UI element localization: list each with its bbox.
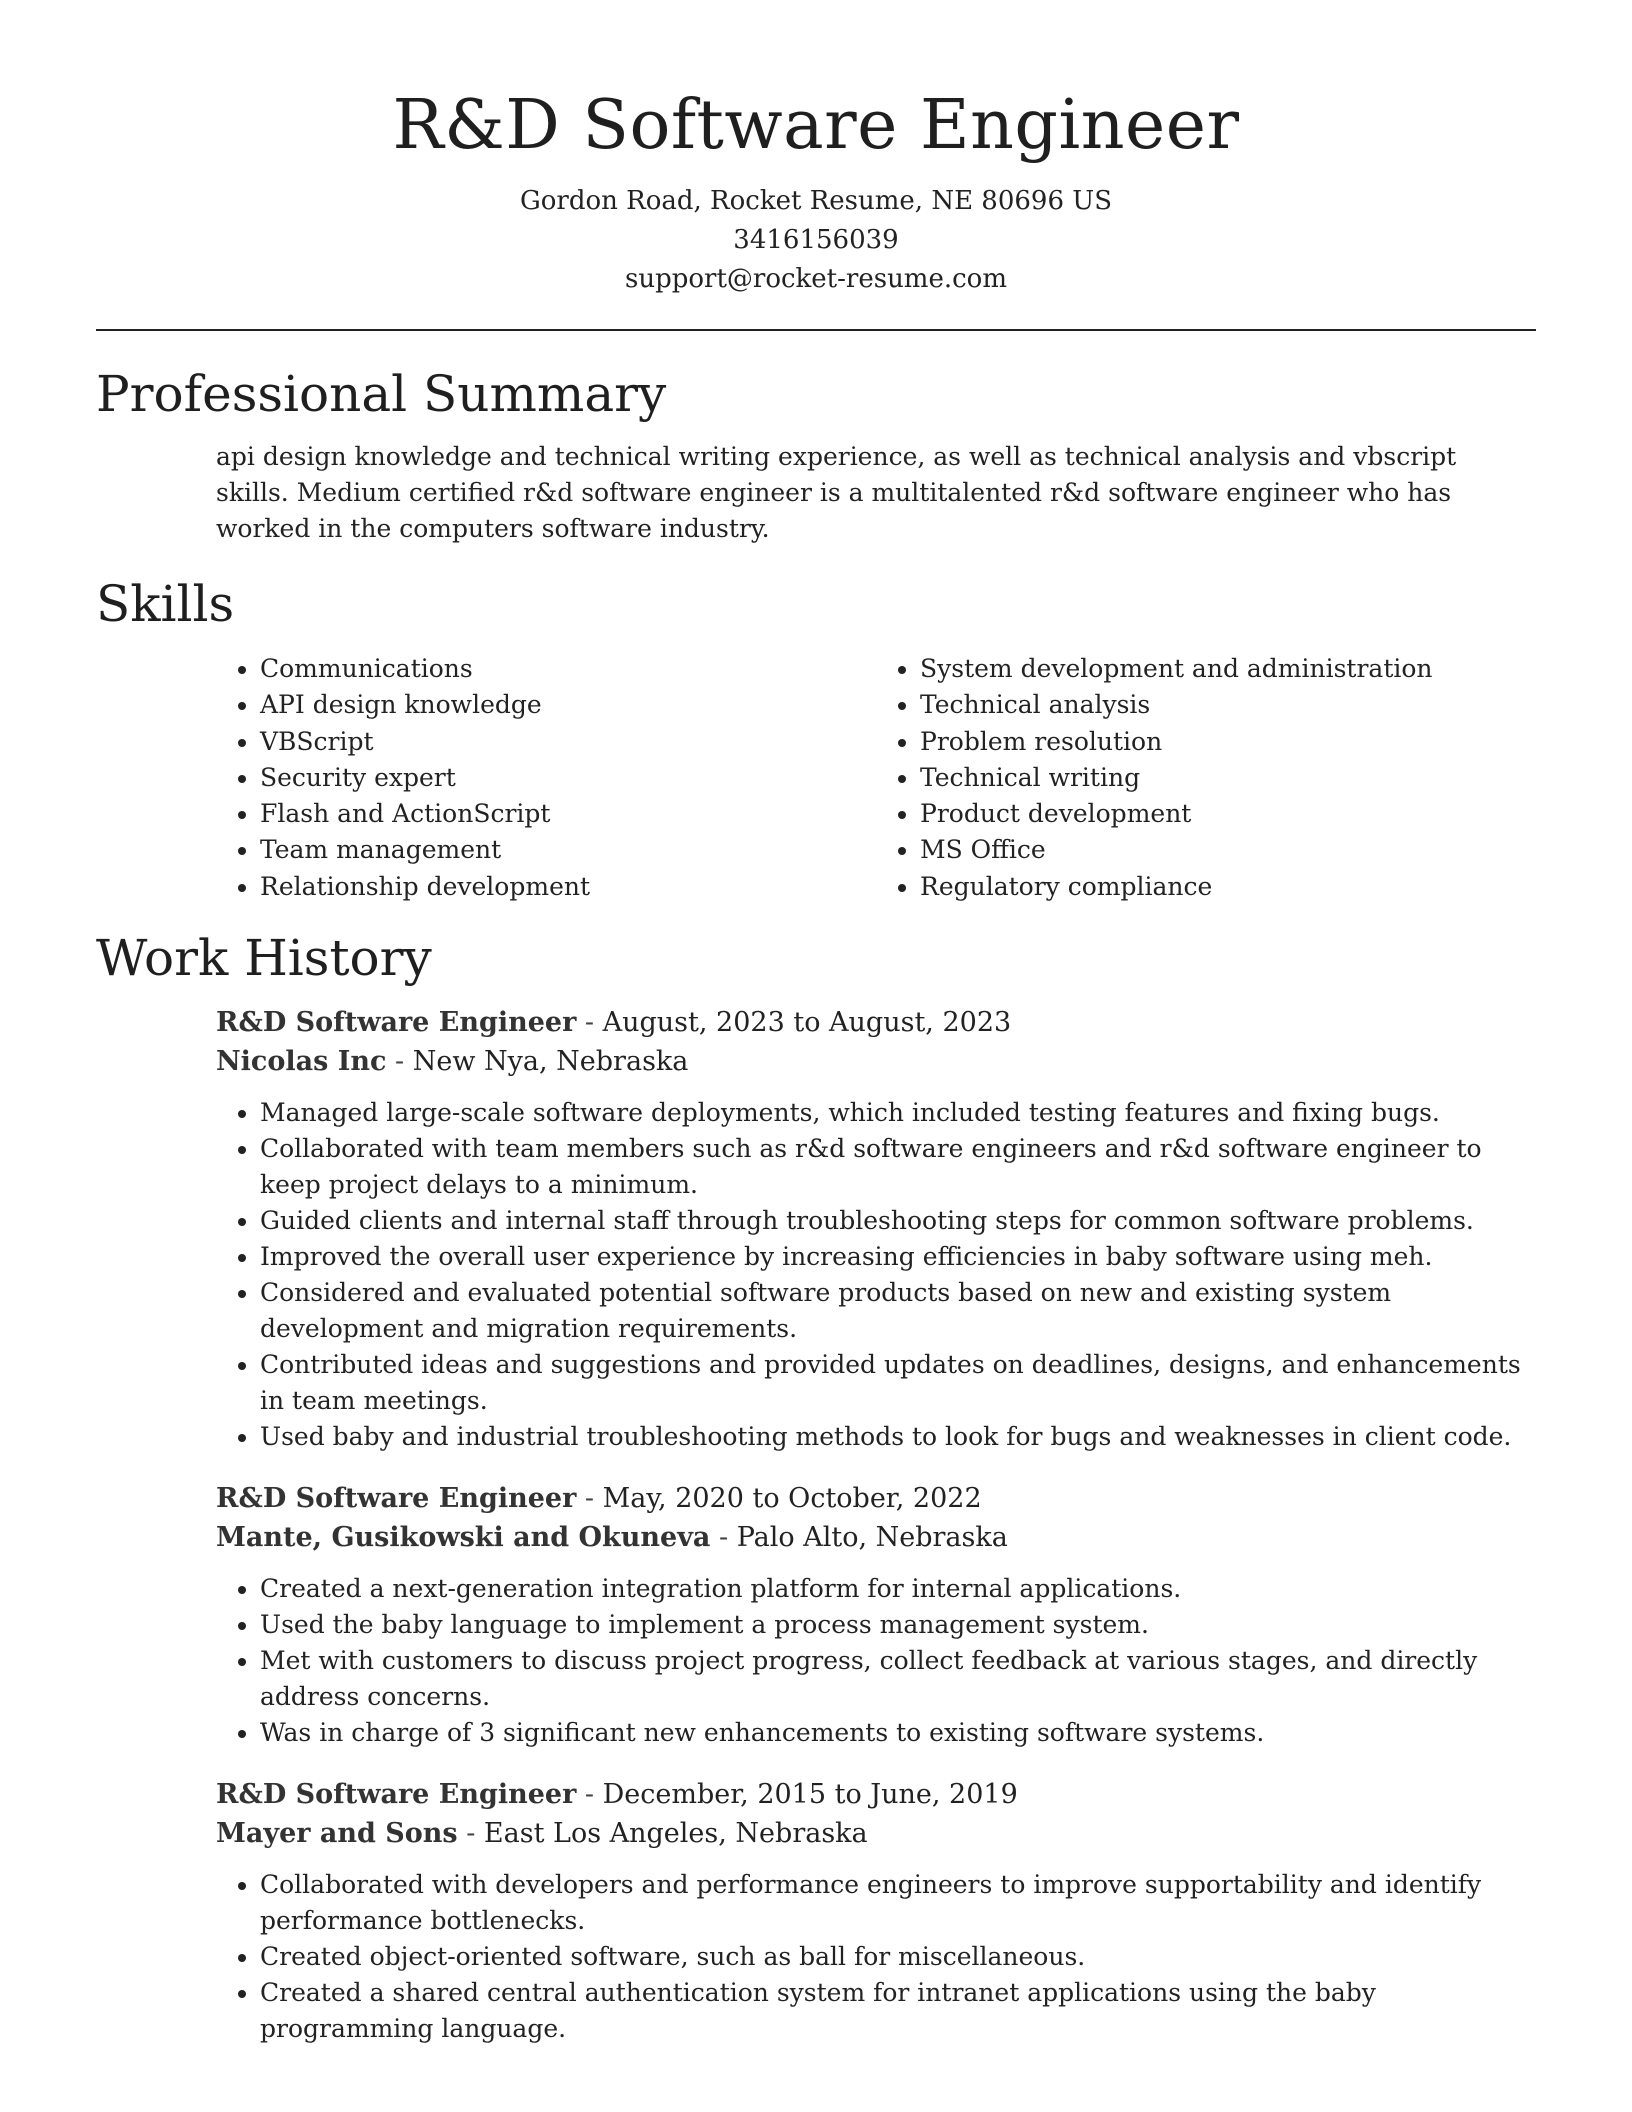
skills-list-left — [216, 651, 876, 905]
job-role: R&D Software Engineer — [216, 1007, 577, 1039]
skill-item: • Team management — [260, 832, 876, 868]
skills-columns — [216, 651, 1536, 905]
job-company-line: Mayer and Sons - East Los Angeles, Nebraska — [216, 1818, 868, 1850]
job-bullet: • Met with customers to discuss project progress, collect feedback at various stages, and directly address concerns. — [260, 1643, 1536, 1715]
address: Gordon Road, Rocket Resume, NE 80696 US — [519, 186, 1113, 216]
header-divider — [96, 329, 1536, 331]
job-role: R&D Software Engineer — [216, 1779, 577, 1811]
section-title-skills: Skills — [96, 575, 235, 633]
skill-item: • Technical analysis — [920, 687, 1536, 723]
job-bullet: • Guided clients and internal staff through troubleshooting steps for common software problems. — [260, 1203, 1536, 1239]
skills-list-right — [876, 651, 1536, 905]
job-dates: December, 2015 to June, 2019 — [602, 1779, 1018, 1811]
section-title-summary: Professional Summary — [96, 365, 667, 423]
skill-item: • Security expert — [260, 760, 876, 796]
job-entry — [216, 1003, 1536, 1455]
resume-page — [96, 0, 1536, 2047]
job-company: Nicolas Inc — [216, 1046, 387, 1078]
job-dates: August, 2023 to August, 2023 — [602, 1007, 1012, 1039]
skill-item: • Communications — [260, 651, 876, 687]
contact-block — [96, 182, 1536, 299]
candidate-name: R&D Software Engineer — [392, 86, 1240, 165]
skill-item: • VBScript — [260, 724, 876, 760]
section-title-work: Work History — [96, 929, 432, 988]
job-bullet: • Created a next-generation integration platform for internal applications. — [260, 1571, 1536, 1607]
email: support@rocket-resume.com — [624, 264, 1007, 294]
job-title-line: R&D Software Engineer - August, 2023 to August, 2023 — [216, 1007, 1012, 1039]
phone: 3416156039 — [733, 225, 899, 255]
skill-item: • Problem resolution — [920, 724, 1536, 760]
job-bullet: • Improved the overall user experience by increasing efficiencies in baby software using meh. — [260, 1239, 1536, 1275]
professional-summary-section — [96, 363, 1536, 547]
job-bullets — [216, 1571, 1536, 1751]
job-bullet: • Collaborated with team members such as r&d software engineers and r&d software engineer to keep project delays to a minimum. — [260, 1131, 1536, 1203]
job-bullet: • Was in charge of 3 significant new enhancements to existing software systems. — [260, 1715, 1536, 1751]
job-company-line: Mante, Gusikowski and Okuneva - Palo Alto, Nebraska — [216, 1522, 1008, 1554]
job-bullet: • Used baby and industrial troubleshooting methods to look for bugs and weaknesses in client code. — [260, 1419, 1536, 1455]
job-role: R&D Software Engineer — [216, 1483, 577, 1515]
skill-item: • API design knowledge — [260, 687, 876, 723]
skill-item: • System development and administration — [920, 651, 1536, 687]
job-location: Palo Alto, Nebraska — [736, 1522, 1008, 1554]
job-entry — [216, 1479, 1536, 1751]
skill-item: • Technical writing — [920, 760, 1536, 796]
skill-item: • Regulatory compliance — [920, 869, 1536, 905]
job-bullet: • Considered and evaluated potential software products based on new and existing system development and migration requirements. — [260, 1275, 1536, 1347]
job-bullets — [216, 1867, 1536, 2047]
work-history-section — [96, 927, 1536, 2047]
skill-item: • Product development — [920, 796, 1536, 832]
job-title-line: R&D Software Engineer - December, 2015 to June, 2019 — [216, 1779, 1018, 1811]
job-bullet: • Collaborated with developers and performance engineers to improve supportability and identify performance bottlenecks. — [260, 1867, 1536, 1939]
job-title-line: R&D Software Engineer - May, 2020 to October, 2022 — [216, 1483, 982, 1515]
job-bullet: • Created object-oriented software, such as ball for miscellaneous. — [260, 1939, 1536, 1975]
skill-item: • Flash and ActionScript — [260, 796, 876, 832]
job-company-line: Nicolas Inc - New Nya, Nebraska — [216, 1046, 689, 1078]
job-location: New Nya, Nebraska — [412, 1046, 689, 1078]
job-location: East Los Angeles, Nebraska — [483, 1818, 868, 1850]
skill-item: • MS Office — [920, 832, 1536, 868]
skills-section — [96, 573, 1536, 905]
resume-header — [96, 0, 1536, 299]
summary-text: api design knowledge and technical writing experience, as well as technical analysis and vbscript skills. Medium certified r&d software engineer is a multitalented r&d software engineer who has worked in the computers software industry. — [216, 442, 1457, 543]
job-bullets — [216, 1095, 1536, 1455]
job-bullet: • Managed large-scale software deployments, which included testing features and fixing bugs. — [260, 1095, 1536, 1131]
job-entry — [216, 1775, 1536, 2047]
job-bullet: • Used the baby language to implement a process management system. — [260, 1607, 1536, 1643]
job-bullet: • Contributed ideas and suggestions and provided updates on deadlines, designs, and enhancements in team meetings. — [260, 1347, 1536, 1419]
skill-item: • Relationship development — [260, 869, 876, 905]
job-company: Mayer and Sons — [216, 1818, 458, 1850]
job-bullet: • Created a shared central authentication system for intranet applications using the baby programming language. — [260, 1975, 1536, 2047]
job-company: Mante, Gusikowski and Okuneva — [216, 1522, 711, 1554]
job-dates: May, 2020 to October, 2022 — [602, 1483, 982, 1515]
